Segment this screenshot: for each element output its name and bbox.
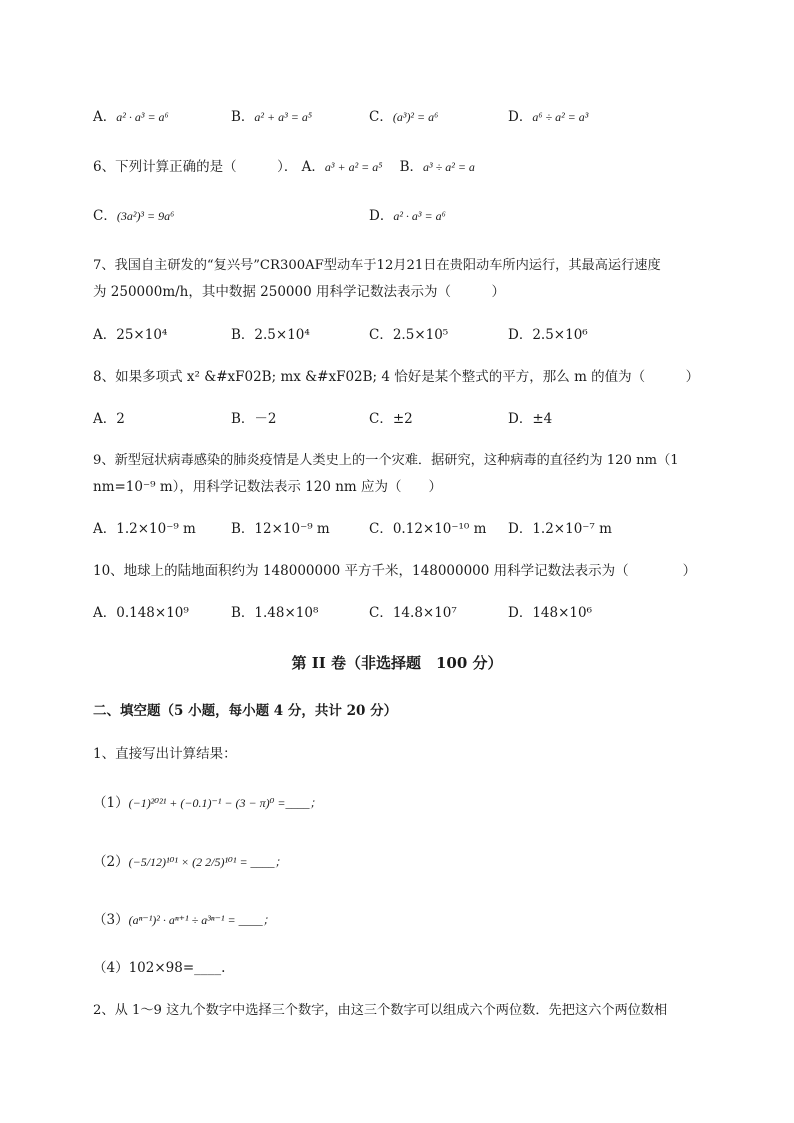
q9-option-a: A．1.2×10⁻⁹ m: [93, 521, 196, 537]
q6-option-d: D．a² · a³ = a⁶: [369, 208, 446, 224]
q7-option-b: B．2.5×10⁴: [231, 327, 310, 343]
q6-stem-line: [93, 157, 475, 177]
q9-option-d: D．1.2×10⁻⁷ m: [508, 521, 612, 537]
fill2-stem: 2、从 1～9 这九个数字中选择三个数字，由这三个数字可以组成六个两位数．先把这六个两位数相: [93, 1003, 668, 1018]
q8-option-d: D．±4: [508, 411, 553, 427]
fill1-item-2: （2）(−5/12)¹⁰¹ × (2 2/5)¹⁰¹ = ____；: [93, 854, 287, 870]
q5-option-a: A．a² · a³ = a⁶: [93, 109, 169, 125]
q9-stem-line1: 9、新型冠状病毒感染的肺炎疫情是人类史上的一个灾难．据研究，这种病毒的直径约为 120 nm（1: [93, 453, 679, 468]
fill1-item-3: （3）(aⁿ⁻¹)² · aⁿ⁺¹ ÷ a³ⁿ⁻¹ = ____；: [93, 912, 275, 928]
q8-stem: 8、如果多项式 x² &#xF02B; mx &#xF02B; 4 恰好是某个整式的平方，那么 m 的值为（ ）: [93, 369, 700, 385]
q5-option-a-expr: a² · a³ = a⁶: [116, 110, 169, 124]
q6-stem: 6、下列计算正确的是（ ）．: [93, 159, 298, 175]
q10-option-a: A．0.148×10⁹: [93, 605, 189, 621]
fill1-item-1: （1）(−1)²⁰²¹ + (−0.1)⁻¹ − (3 − π)⁰ =____；: [93, 795, 322, 811]
q6-option-a: A．a³ + a² = a⁵: [301, 159, 383, 175]
q5-option-b: B．a² + a³ = a⁵: [231, 109, 312, 125]
q10-option-b: B．1.48×10⁸: [231, 605, 319, 621]
q6-option-b: B．a³ ÷ a² = a: [399, 159, 475, 175]
part2-title: 第 II 卷（非选择题 100 分）: [291, 654, 503, 672]
q9-stem-line2: nm=10⁻⁹ m），用科学记数法表示 120 nm 应为（ ）: [93, 479, 443, 495]
section2-heading: 二、填空题（5 小题，每小题 4 分，共计 20 分）: [93, 703, 398, 719]
q8-option-c: C．±2: [369, 411, 413, 427]
q10-option-d: D．148×10⁶: [508, 605, 592, 621]
q6-option-c: C．(3a²)³ = 9a⁶: [93, 208, 175, 224]
q5-option-c-expr: (a³)² = a⁶: [392, 110, 439, 124]
q7-stem-line1: 7、我国自主研发的“复兴号”CR300AF型动车于12月21日在贵阳动车所内运行，其最高运行速度: [93, 258, 661, 273]
fill1-stem: 1、直接写出计算结果：: [93, 746, 237, 762]
q10-stem: 10、地球上的陆地面积约为 148000000 平方千米，148000000 用科学记数法表示为（ ）: [93, 563, 697, 579]
q7-option-a: A．25×10⁴: [93, 327, 168, 343]
fill1-item-4: （4）102×98=____.: [93, 960, 226, 976]
q7-option-d: D．2.5×10⁶: [508, 327, 588, 343]
q10-option-c: C．14.8×10⁷: [369, 605, 457, 621]
q9-option-b: B．12×10⁻⁹ m: [231, 521, 330, 537]
q5-option-c: C．(a³)² = a⁶: [369, 109, 439, 125]
q9-option-c: C．0.12×10⁻¹⁰ m: [369, 521, 487, 537]
q7-option-c: C．2.5×10⁵: [369, 327, 449, 343]
q5-option-d-expr: a⁶ ÷ a² = a³: [532, 110, 589, 124]
q5-option-b-expr: a² + a³ = a⁵: [254, 110, 312, 124]
q7-stem-line2: 为 250000m/h，其中数据 250000 用科学记数法表示为（ ）: [93, 284, 505, 300]
q8-option-a: A．2: [93, 411, 125, 427]
q5-option-d: D．a⁶ ÷ a² = a³: [508, 109, 589, 125]
q8-option-b: B．－2: [231, 411, 277, 427]
